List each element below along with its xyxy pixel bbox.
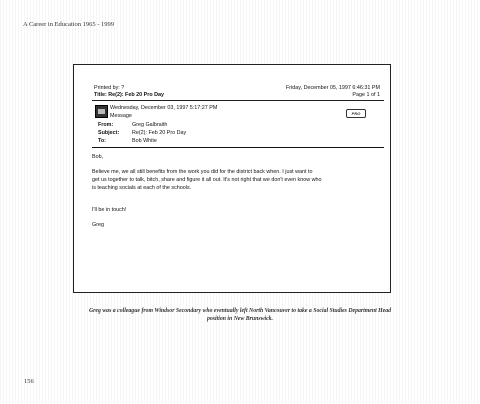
body-line: Believe me, we all still benefits from the work you did for the district back when. I just want to bbox=[92, 169, 313, 175]
running-header: A Career in Education 1965 - 1999 bbox=[23, 21, 114, 28]
logo-icon: PRO bbox=[346, 109, 366, 118]
from-line bbox=[98, 122, 167, 128]
page-of: Page 1 of 1 bbox=[352, 92, 380, 98]
subject-value: Re(2): Feb 20 Pro Day bbox=[132, 130, 187, 136]
page-number: 156 bbox=[24, 378, 34, 385]
signoff: Greg bbox=[92, 222, 104, 228]
print-title: Title: Re(2): Feb 20 Pro Day bbox=[94, 92, 164, 98]
printed-by: Printed by: ? bbox=[94, 85, 125, 91]
to-line bbox=[98, 138, 157, 144]
email-printout bbox=[73, 64, 391, 293]
subject-label: Subject: bbox=[98, 130, 120, 136]
message-type: Message bbox=[110, 113, 132, 119]
body-line: get us together to talk, bitch, share and figure it all out. It's not right that we don't even know who bbox=[92, 177, 322, 183]
body-line: is teaching socials at each of the schools. bbox=[92, 185, 192, 191]
to-value: Bob White bbox=[132, 138, 157, 144]
print-date: Friday, December 05, 1997 6:46:31 PM bbox=[286, 85, 380, 91]
to-label: To: bbox=[98, 138, 106, 144]
from-value: Greg Galbraith bbox=[132, 122, 168, 128]
figure-caption: Greg was a colleague from Windsor Secondary who eventually left North Vancouver to take a Social Studies Department Head position in New Brunswick. bbox=[88, 308, 392, 322]
message-icon bbox=[95, 105, 108, 118]
message-date: Wednesday, December 03, 1997 5:17:27 PM bbox=[110, 105, 218, 111]
header-divider bbox=[92, 100, 384, 101]
greeting: Bob, bbox=[92, 154, 104, 160]
subject-line bbox=[98, 130, 186, 136]
from-label: From: bbox=[98, 122, 114, 128]
closing-line: I'll be in touch! bbox=[92, 207, 127, 213]
body-divider bbox=[92, 147, 384, 148]
